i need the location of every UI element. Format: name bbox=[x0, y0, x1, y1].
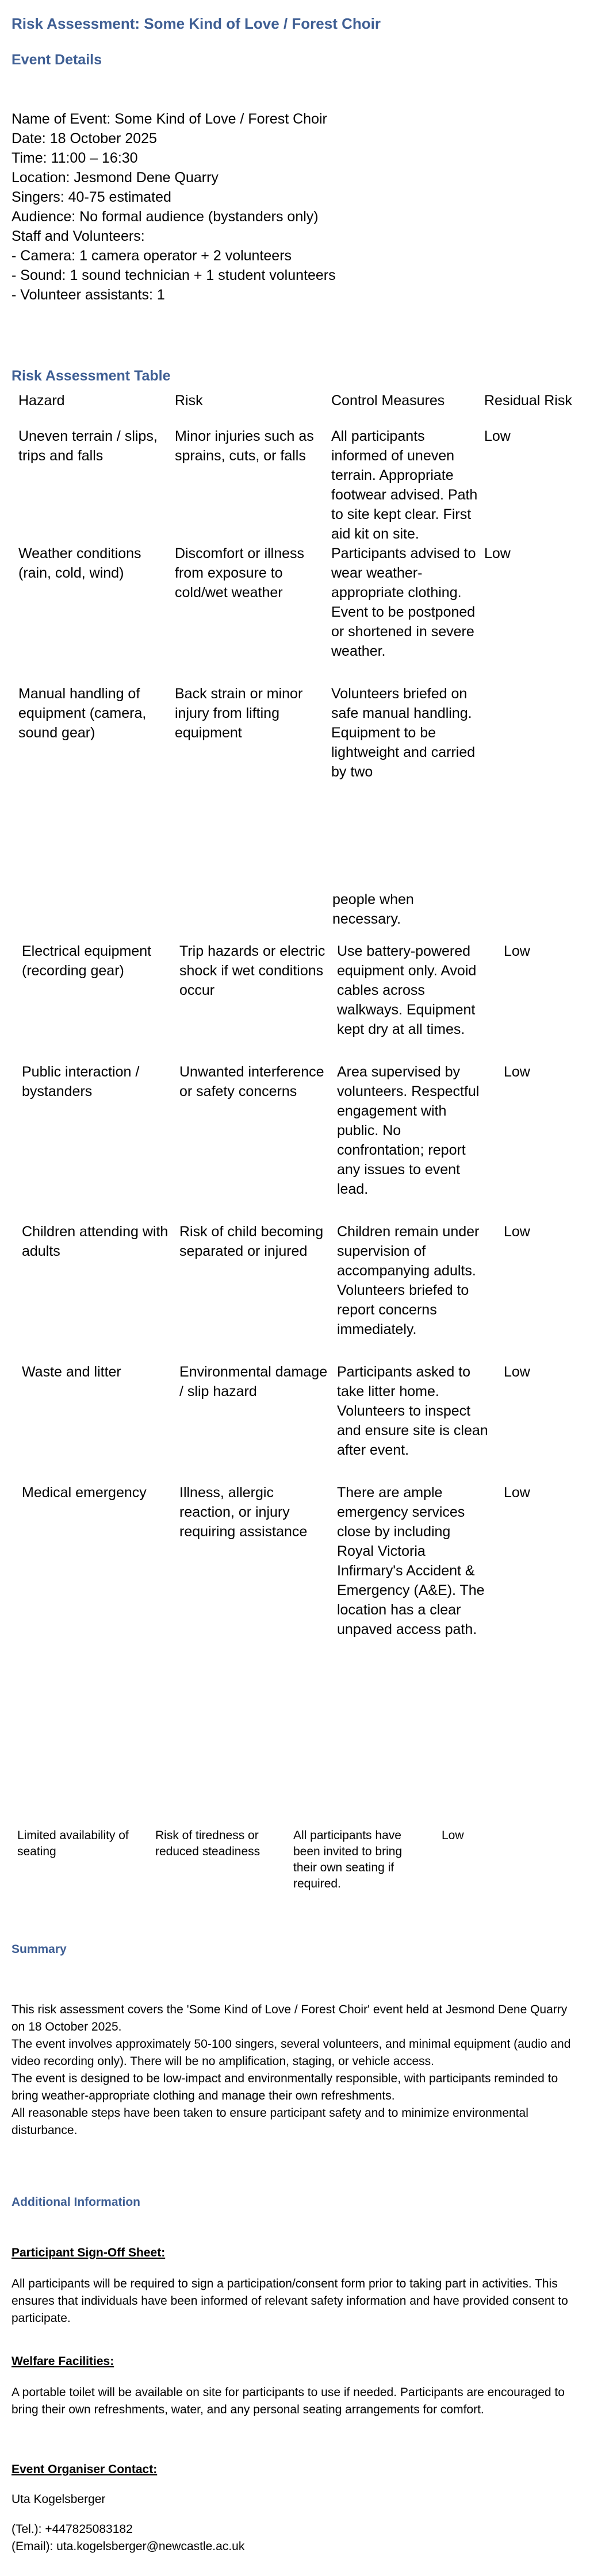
control-cell: All participants informed of uneven terrain. Appropriate footwear advised. Path to site kept clear. First aid kit on site. bbox=[331, 428, 478, 542]
contact-email[interactable]: (Email): uta.kogelsberger@newcastle.ac.uk bbox=[12, 2540, 245, 2553]
summary-paragraph: This risk assessment covers the 'Some Kind of Love / Forest Choir' event held at Jesmond Dene Quarry on 18 October 2025. bbox=[12, 2003, 568, 2033]
control-cell: All participants have been invited to bring their own seating if required. bbox=[293, 1829, 403, 1890]
risk-cell: Discomfort or illness from exposure to cold/wet weather bbox=[175, 545, 305, 601]
summary-paragraph: The event involves approximately 50-100 singers, several volunteers, and minimal equipment (audio and video recording only). There will be no amplification, staging, or vehicle access. bbox=[12, 2037, 571, 2068]
header-risk: Risk bbox=[175, 393, 203, 409]
signoff-section bbox=[12, 2244, 575, 2327]
table-header-row bbox=[12, 391, 581, 426]
risk-cell: Environmental damage / slip hazard bbox=[179, 1364, 328, 1400]
risk-cell: Risk of tiredness or reduced steadiness bbox=[155, 1829, 260, 1858]
residual-cell: Low bbox=[504, 1364, 530, 1380]
hazard-cell: Children attending with adults bbox=[22, 1224, 168, 1259]
risk-cell: Unwanted interference or safety concerns bbox=[179, 1064, 324, 1099]
header-control-measures: Control Measures bbox=[331, 393, 445, 409]
event-camera-line: - Camera: 1 camera operator + 2 volunteers bbox=[12, 248, 292, 264]
document-title: Risk Assessment: Some Kind of Love / Forest Choir bbox=[12, 15, 381, 32]
control-cell: Volunteers briefed on safe manual handling. Equipment to be lightweight and carried by two bbox=[331, 686, 476, 780]
control-cell: Children remain under supervision of accompanying adults. Volunteers briefed to report concerns immediately. bbox=[337, 1224, 480, 1337]
event-details-heading: Event Details bbox=[12, 52, 102, 68]
control-cell: Area supervised by volunteers. Respectful engagement with public. No confrontation; report any issues to event lead. bbox=[337, 1064, 480, 1197]
risk-cell: Back strain or minor injury from lifting equipment bbox=[175, 686, 303, 741]
table-row bbox=[22, 1062, 585, 1222]
table-row bbox=[22, 1222, 585, 1362]
table-row bbox=[12, 426, 581, 544]
summary-paragraph: All reasonable steps have been taken to ensure participant safety and to minimize environmental disturbance. bbox=[12, 2106, 528, 2137]
hazard-cell: Waste and litter bbox=[22, 1364, 121, 1380]
hazard-cell: Medical emergency bbox=[22, 1485, 147, 1501]
event-location-line: Location: Jesmond Dene Quarry bbox=[12, 170, 219, 186]
residual-cell: Low bbox=[442, 1829, 464, 1842]
risk-table-heading: Risk Assessment Table bbox=[12, 368, 171, 384]
risk-cell: Illness, allergic reaction, or injury requiring assistance bbox=[179, 1485, 308, 1540]
header-hazard: Hazard bbox=[18, 393, 65, 409]
residual-cell: Low bbox=[484, 545, 511, 562]
header-residual-risk: Residual Risk bbox=[484, 393, 572, 409]
contact-tel: (Tel.): +447825083182 bbox=[12, 2523, 133, 2536]
additional-info-heading: Additional Information bbox=[12, 2196, 140, 2209]
risk-table-part-3 bbox=[17, 1828, 535, 1892]
risk-cell: Minor injuries such as sprains, cuts, or falls bbox=[175, 428, 314, 464]
signoff-text: All participants will be required to sign a participation/consent form prior to taking part in activities. This ensures that individuals have been informed of relevant safety information and have provided consent to participate. bbox=[12, 2277, 568, 2325]
welfare-text: A portable toilet will be available on site for participants to use if needed. Participants are encouraged to bring their own refreshments, water, and any personal seating arrangements for comfort. bbox=[12, 2386, 565, 2416]
hazard-cell: Uneven terrain / slips, trips and falls bbox=[18, 428, 158, 464]
residual-cell bbox=[484, 684, 581, 782]
risk-cell: Risk of child becoming separated or injured bbox=[179, 1224, 324, 1259]
hazard-cell: Weather conditions (rain, cold, wind) bbox=[18, 545, 141, 581]
risk-table-part-1 bbox=[12, 391, 581, 782]
residual-cell: Low bbox=[504, 1485, 530, 1501]
signoff-title: Participant Sign-Off Sheet: bbox=[12, 2246, 166, 2259]
contact-title: Event Organiser Contact: bbox=[12, 2463, 158, 2476]
table-row bbox=[12, 544, 581, 684]
residual-cell: Low bbox=[504, 1224, 530, 1240]
residual-cell: Low bbox=[504, 1064, 530, 1080]
control-cell-continuation: people when necessary. bbox=[332, 891, 414, 927]
control-cell: Participants advised to wear weather-appropriate clothing. Event to be postponed or shortened in severe weather. bbox=[331, 545, 476, 659]
summary-heading: Summary bbox=[12, 1943, 67, 1956]
event-sound-line: - Sound: 1 sound technician + 1 student volunteers bbox=[12, 267, 336, 283]
risk-cell: Trip hazards or electric shock if wet conditions occur bbox=[179, 943, 325, 998]
table-row bbox=[17, 1828, 535, 1892]
hazard-cell: Public interaction / bystanders bbox=[22, 1064, 140, 1099]
contact-name: Uta Kogelsberger bbox=[12, 2493, 106, 2506]
welfare-title: Welfare Facilities: bbox=[12, 2355, 114, 2368]
hazard-cell: Manual handling of equipment (camera, sound gear) bbox=[18, 686, 147, 741]
event-details-block bbox=[12, 109, 575, 305]
event-volunteer-line: - Volunteer assistants: 1 bbox=[12, 287, 165, 303]
event-audience-line: Audience: No formal audience (bystanders only) bbox=[12, 209, 319, 225]
event-staff-line: Staff and Volunteers: bbox=[12, 228, 145, 244]
control-cell: Use battery-powered equipment only. Avoid cables across walkways. Equipment kept dry at all times. bbox=[337, 943, 477, 1037]
summary-paragraph: The event is designed to be low-impact and environmentally responsible, with participants reminded to bring weather-appropriate clothing and manage their own refreshments. bbox=[12, 2072, 558, 2102]
contact-section bbox=[12, 2461, 575, 2555]
event-singers-line: Singers: 40-75 estimated bbox=[12, 189, 171, 205]
event-date-line: Date: 18 October 2025 bbox=[12, 130, 157, 147]
event-name-line: Name of Event: Some Kind of Love / Forest Choir bbox=[12, 111, 327, 127]
table-row bbox=[22, 941, 585, 1062]
event-time-line: Time: 11:00 – 16:30 bbox=[12, 150, 138, 166]
residual-cell: Low bbox=[484, 428, 511, 444]
residual-cell: Low bbox=[504, 943, 530, 959]
table-row bbox=[22, 1483, 585, 1639]
summary-body bbox=[12, 2001, 575, 2139]
table-row bbox=[12, 684, 581, 782]
hazard-cell: Electrical equipment (recording gear) bbox=[22, 943, 152, 979]
hazard-cell: Limited availability of seating bbox=[17, 1829, 129, 1858]
control-cell: Participants asked to take litter home. Volunteers to inspect and ensure site is clean after event. bbox=[337, 1364, 488, 1458]
risk-table-part-2 bbox=[22, 941, 585, 1639]
control-cell: There are ample emergency services close by including Royal Victoria Infirmary's Accident & Emergency (A&E). The location has a clear unpaved access path. bbox=[337, 1485, 485, 1637]
welfare-section bbox=[12, 2353, 575, 2419]
table-row bbox=[22, 1362, 585, 1483]
